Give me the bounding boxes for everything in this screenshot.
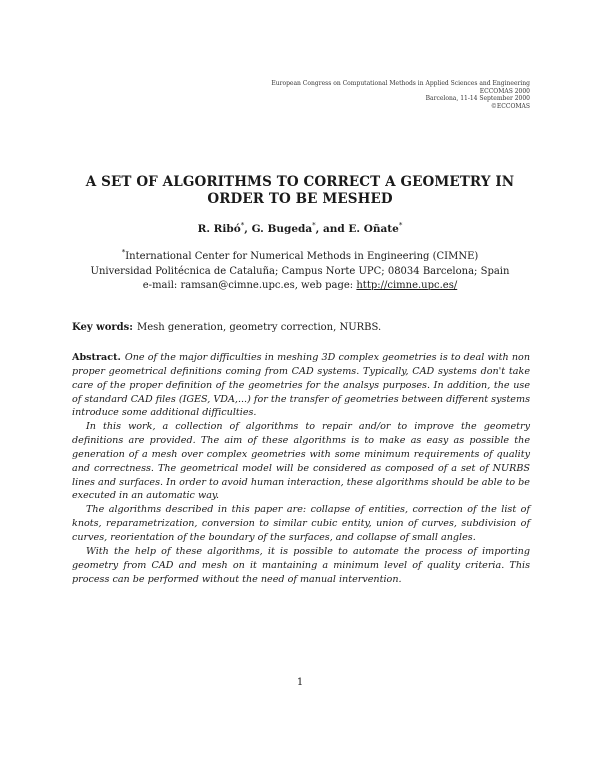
keywords-text: Mesh generation, geometry correction, NURBS. (137, 322, 382, 333)
keywords-label: Key words: (72, 322, 133, 333)
conference-acronym: ECCOMAS 2000 (479, 87, 530, 95)
author-name: G. Bugeda (251, 223, 313, 235)
paper-title (60, 174, 540, 208)
abstract-paragraph: In this work, a collection of algorithms to repair and/or to improve the geometry definitions are provided. The aim of these algorithms is to make as easy as possible the generation of a mesh over complex geometries with some minimum requirements of quality and correctness. The geometrical model will be considered as composed of a set of NURBS lines and surfaces. In order to avoid human interaction, these algorithms should be able to be executed in an automatic way. (72, 421, 530, 502)
author-separator: , (244, 223, 252, 235)
author-marker: * (398, 221, 403, 230)
abstract-label: Abstract. (72, 352, 121, 363)
affiliation-contact (60, 279, 540, 294)
conference-location-date: Barcelona, 11-14 September 2000 (425, 95, 530, 103)
abstract-paragraph: The algorithms described in this paper are: collapse of entities, correction of the list of knots, reparametrization, conversion to similar cubic entity, union of curves, subdivision of curves, reorientation of the boundary of the surfaces, and collapse of small angles. (72, 504, 530, 543)
conference-name: European Congress on Computational Methods in Applied Sciences and Engineering (271, 80, 530, 87)
affiliation-marker: * (121, 248, 126, 257)
author-marker: * (240, 221, 245, 230)
title-line-2: ORDER TO BE MESHED (207, 191, 393, 207)
contact-email: e-mail: ramsan@cimne.upc.es, web page: (142, 280, 357, 291)
conference-header (210, 80, 530, 110)
author-marker: * (312, 221, 316, 230)
abstract-section (72, 351, 530, 586)
author-name: R. Ribó (197, 223, 241, 235)
conference-copyright: ©ECCOMAS (490, 102, 530, 110)
affiliation-address: Universidad Politécnica de Cataluña; Campus Norte UPC; 08034 Barcelona; Spain (90, 265, 510, 277)
abstract-paragraph: With the help of these algorithms, it is possible to automate the process of importing geometry from CAD and mesh on it mantaining a minimum level of quality criteria. This process can be performed without the need of manual intervention. (72, 545, 530, 585)
web-page-link[interactable]: http://cimne.upc.es/ (356, 280, 458, 291)
title-line-1: A SET OF ALGORITHMS TO CORRECT A GEOMETRY IN (85, 174, 515, 190)
page-number: 1 (296, 677, 304, 688)
keywords-section (72, 321, 532, 335)
abstract-paragraph: Abstract. One of the major difficulties in meshing 3D complex geometries is to deal with non proper geometrical definitions coming from CAD systems. Typically, CAD systems don't take care of the proper definition of the geometries for the analsys purposes. In addition, the use of standard CAD files (IGES, VDA,...) for the transfer of geometries between different systems introduce some additional difficulties. (72, 352, 530, 419)
author-separator: , and (315, 223, 349, 235)
author-list (60, 222, 540, 236)
author-name: E. Oñate (348, 223, 399, 235)
affiliation-institution: *International Center for Numerical Methods in Engineering (CIMNE) (121, 248, 479, 262)
affiliation-block (60, 250, 540, 294)
